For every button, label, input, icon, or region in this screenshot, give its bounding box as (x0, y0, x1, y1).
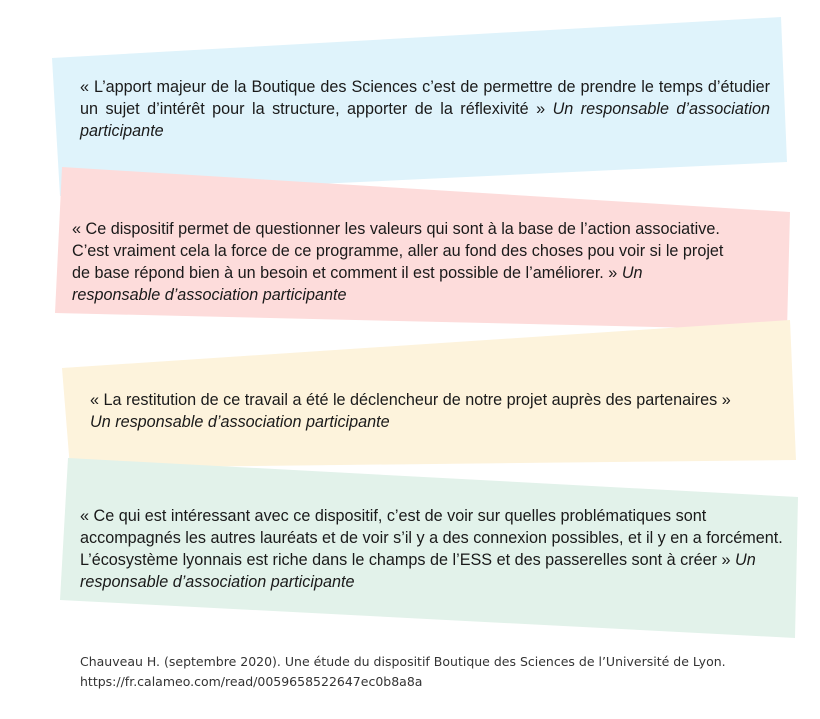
quote-4-text: « Ce qui est intéressant avec ce dispositif, c’est de voir sur quelles problématiques sont accompagnés les autres lauréats et de voir s’il y a des connexion possibles, et il y en a forcément. L’écosystème lyonnais est riche dans le champs de l’ESS et des passerelles sont à créer » (80, 507, 783, 569)
quote-3-text: « La restitution de ce travail a été le déclencheur de notre projet auprès des partenaires » (90, 391, 731, 409)
quote-1-text: « L’apport majeur de la Boutique des Sciences c’est de permettre de prendre le temps d’étudier un sujet d’intérêt pour la structure, apporter de la réflexivité » (80, 78, 770, 118)
quote-4 (80, 505, 785, 593)
quote-2-attribution: Un responsable d’association participante (72, 264, 643, 304)
quote-2 (72, 218, 732, 306)
source-citation (80, 652, 780, 692)
quote-1 (80, 76, 770, 142)
quote-3-attribution: Un responsable d’association participante (90, 413, 390, 431)
quote-1-attribution: Un responsable d’association participante (80, 100, 771, 140)
quote-2-text: « Ce dispositif permet de questionner les valeurs qui sont à la base de l’action associative. C’est vraiment cela la force de ce programme, aller au fond des choses pou voir si le projet de base répond bien à un besoin et comment il est possible de l’améliorer. » (72, 220, 724, 282)
source-url: https://fr.calameo.com/read/0059658522647ec0b8a8a (80, 674, 423, 689)
source-reference: Chauveau H. (septembre 2020). Une étude du dispositif Boutique des Sciences de l’Université de Lyon. (80, 654, 726, 669)
quote-4-attribution: Un responsable d’association participante (80, 551, 756, 591)
quote-3 (90, 389, 740, 433)
